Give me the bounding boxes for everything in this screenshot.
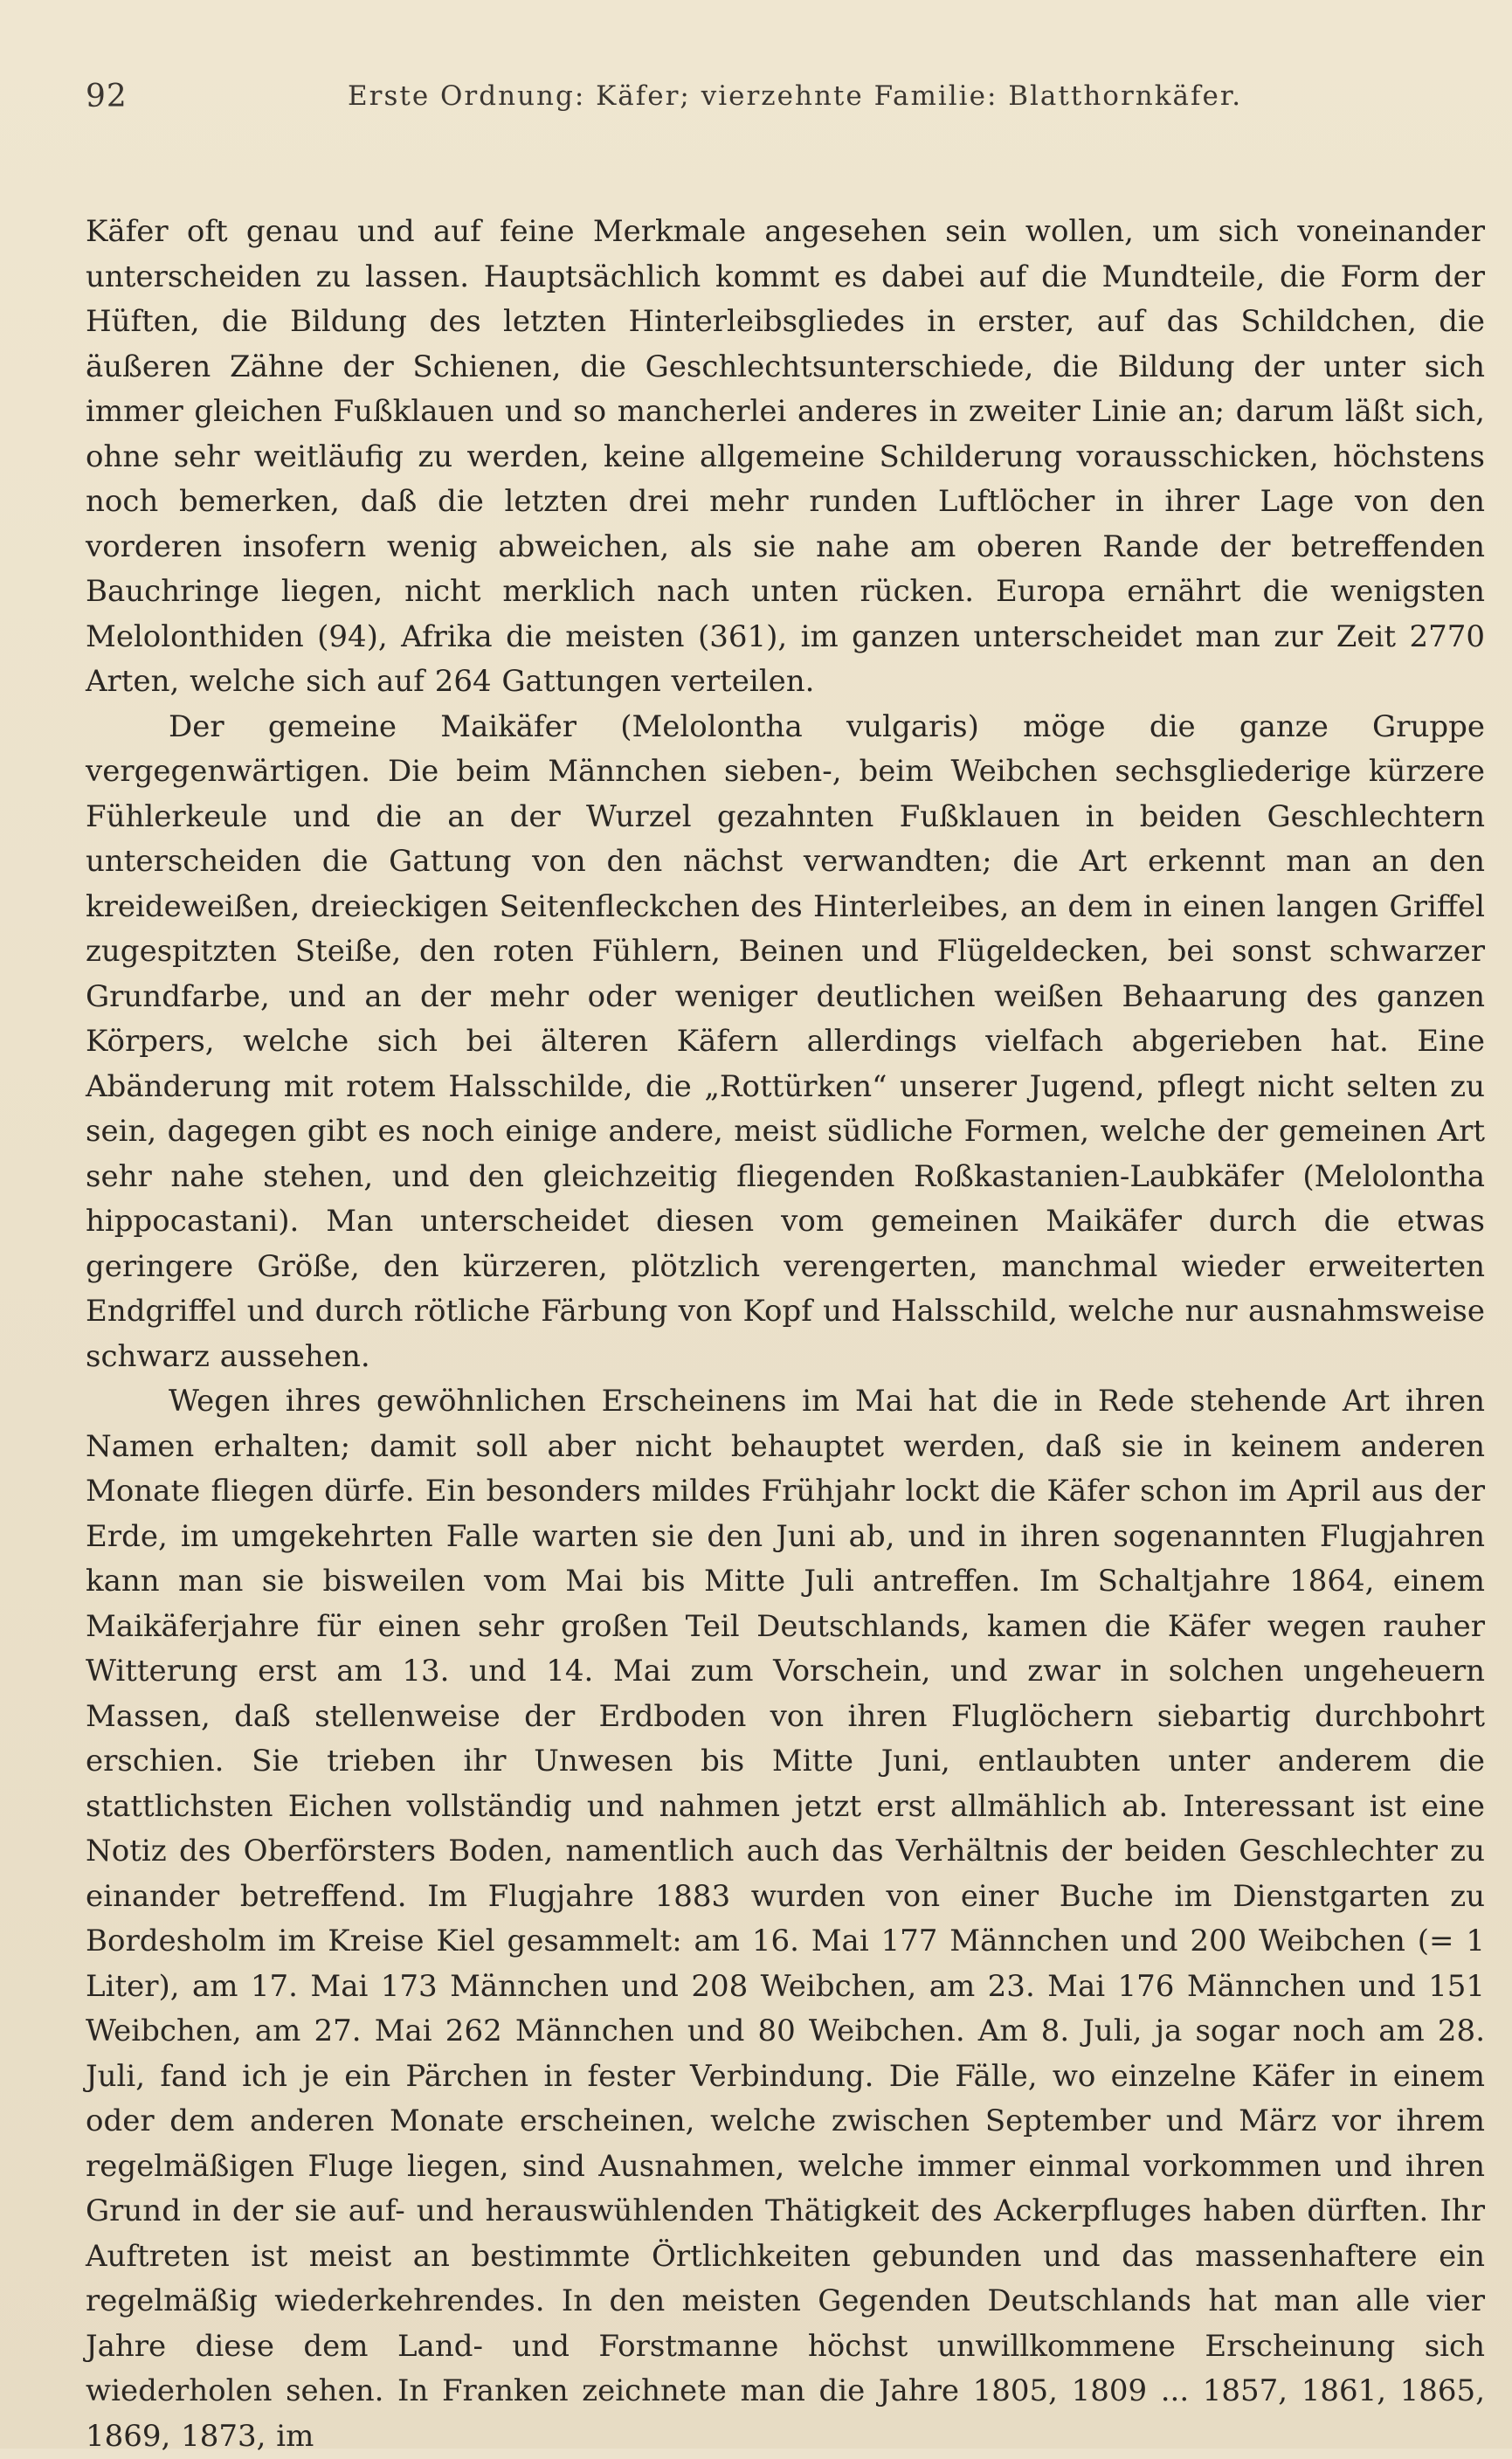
paragraph-flight-times: Wegen ihres gewöhnlichen Erscheinens im Mai hat die in Rede stehende Art ihren Namen erhalten; damit soll aber nicht behauptet werden, daß sie in keinem anderen Monate fliegen dürfe. Ein besonders mildes Frühjahr lockt die Käfer schon im April aus der Erde, im umgekehrten Falle warten sie den Juni ab, und in ihren sogenannten Flugjahren kann man sie bisweilen vom Mai bis Mitte Juli antreffen. Im Schaltjahre 1864, einem Maikäferjahre für einen sehr großen Teil Deutschlands, kamen die Käfer wegen rauher Witterung erst am 13. und 14. Mai zum Vorschein, und zwar in solchen ungeheuern Massen, daß stellenweise der Erdboden von ihren Fluglöchern siebartig durchbohrt erschien. Sie trieben ihr Unwesen bis Mitte Juni, entlaubten unter anderem die stattlichsten Eichen vollständig und nahmen jetzt erst allmählich ab. Interessant ist eine Notiz des Oberförsters Boden, namentlich auch das Verhältnis der beiden Geschlechter zu einander betreffend. Im Flugjahre 1883 wurden von einer Buche im Dienstgarten zu Bordesholm im Kreise Kiel gesammelt: am 16. Mai 177 Männchen und 200 Weibchen (= 1 Liter), am 17. Mai 173 Männchen und 208 Weibchen, am 23. Mai 176 Männchen und 151 Weibchen, am 27. Mai 262 Männchen und 80 Weibchen. Am 8. Juli, ja sogar noch am 28. Juli, fand ich je ein Pärchen in fester Verbindung. Die Fälle, wo einzelne Käfer in einem oder dem anderen Monate erscheinen, welche zwischen September und März vor ihrem regelmäßigen Fluge liegen, sind Ausnahmen, welche immer einmal vorkommen und ihren Grund in der sie auf- und herauswühlenden Thätigkeit des Ackerpfluges haben dürften. Ihr Auftreten ist meist an bestimmte Örtlichkeiten gebunden und das massenhaftere ein regelmäßig wiederkehrendes. In den meisten Gegenden Deutschlands hat man alle vier Jahre diese dem Land- und Forstmanne höchst unwillkommene Erscheinung sich wiederholen sehen. In Franken zeichnete man die Jahre 1805, 1809 ... 1857, 1861, 1865, 1869, 1873, im [86,1384,1485,2454]
paragraph-continuation: Käfer oft genau und auf feine Merkmale angesehen sein wollen, um sich voneinander unterscheiden zu lassen. Hauptsächlich kommt es dabei auf die Mundteile, die Form der Hüften, die Bildung des letzten Hinterleibsgliedes in erster, auf das Schildchen, die äußeren Zähne der Schienen, die Geschlechtsunterschiede, die Bildung der unter sich immer gleichen Fußklauen und so mancherlei anderes in zweiter Linie an; darum läßt sich, ohne sehr weitläufig zu werden, keine allgemeine Schilderung vorausschicken, höchstens noch bemerken, daß die letzten drei mehr runden Luftlöcher in ihrer Lage von den vorderen insofern wenig abweichen, als sie nahe am oberen Rande der betreffenden Bauchringe liegen, nicht merklich nach unten rücken. Europa ernährt die wenigsten Melolonthiden (94), Afrika die meisten (361), im ganzen unterscheidet man zur Zeit 2770 Arten, welche sich auf 264 Gattungen verteilen. [86,214,1485,699]
page-number: 92 [86,79,128,114]
paragraph-maikaefer-description: Der gemeine Maikäfer (Melolontha vulgaris) möge die ganze Gruppe vergegenwärtigen. Die beim Männchen sieben-, beim Weibchen sechsgliederige kürzere Fühlerkeule und die an der Wurzel gezahnten Fußklauen in beiden Geschlechtern unterscheiden die Gattung von den nächst verwandten; die Art erkennt man an den kreideweißen, dreieckigen Seitenfleckchen des Hinterleibes, an dem in einen langen Griffel zugespitzten Steiße, den roten Fühlern, Beinen und Flügeldecken, bei sonst schwarzer Grundfarbe, und an der mehr oder weniger deutlichen weißen Behaarung des ganzen Körpers, welche sich bei älteren Käfern allerdings vielfach abgerieben hat. Eine Abänderung mit rotem Halsschilde, die „Rottürken“ unserer Jugend, pflegt nicht selten zu sein, dagegen gibt es noch einige andere, meist südliche Formen, welche der gemeinen Art sehr nahe stehen, und den gleichzeitig fliegenden Roßkastanien-Laubkäfer (Melolontha hippocastani). Man unterscheidet diesen vom gemeinen Maikäfer durch die etwas geringere Größe, den kürzeren, plötzlich verengerten, manchmal wieder erweiterten Endgriffel und durch rötliche Färbung von Kopf und Halsschild, welche nur ausnahmsweise schwarz aussehen. [86,708,1485,1374]
running-title: Erste Ordnung: Käfer; vierzehnte Familie: Blatthornkäfer. [348,80,1243,112]
body-text [86,210,1485,2459]
page-header [86,63,1486,115]
